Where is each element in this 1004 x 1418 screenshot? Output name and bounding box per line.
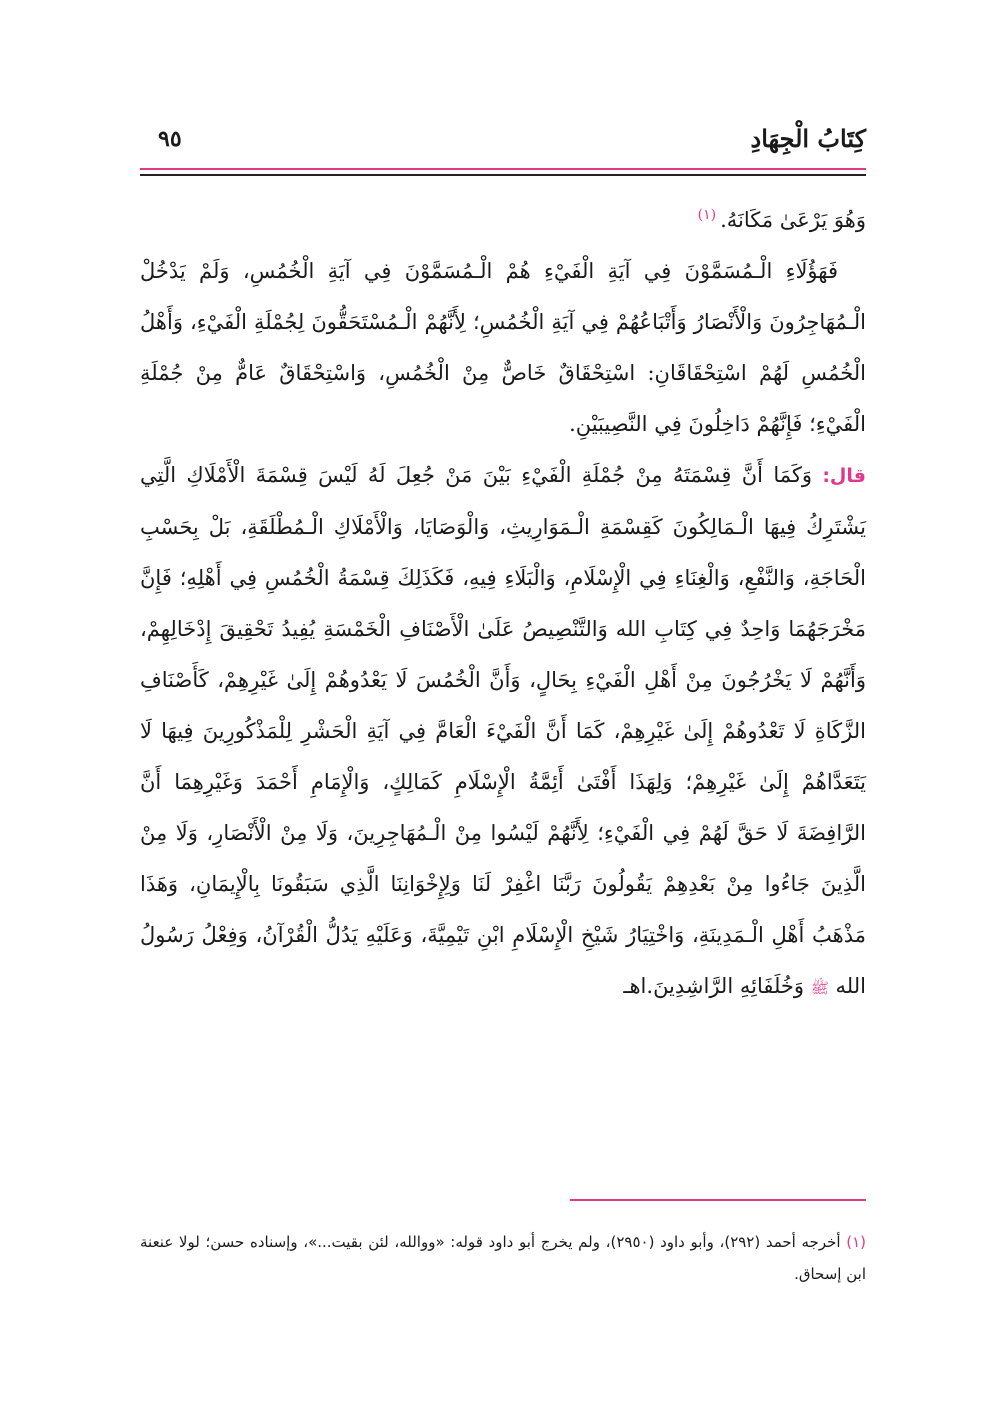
honorific-symbol: ﷺ [810,979,829,997]
paragraph-1-text: وَهُوَ يَرْعَىٰ مَكَانَهُ. [720,208,866,232]
paragraph-3-text: وَكَمَا أَنَّ قِسْمَتَهُ مِنْ جُمْلَةِ الْفَيْءِ بَيْنَ مَنْ جُعِلَ لَهُ لَيْسَ قِسْمَةَ الْأَمْلَاكِ الَّتِي يَشْتَرِكُ فِيهَا الْـمَالِكُونَ كَقِسْمَةِ الْـمَوَارِيثِ، وَالْوَصَايَا، وَالْأَمْلَاكِ الْـمُطْلَقَةِ، بَلْ بِحَسْبِ الْحَاجَةِ، وَالنَّفْعِ، وَالْغِنَاءِ فِي الْإِسْلَامِ، وَالْبَلَاءِ فِيهِ، فَكَذَلِكَ قِسْمَةُ الْخُمُسِ فِي أَهْلِهِ؛ فَإِنَّ مَخْرَجَهُمَا وَاحِدٌ فِي كِتَابِ الله وَالتَّنْصِيصُ عَلَىٰ الْأَصْنَافِ الْخَمْسَةِ يُفِيدُ تَحْقِيقَ إِدْخَالِهِمْ، وَأَنَّهُمْ لَا يَخْرُجُونَ مِنْ أَهْلِ الْفَيْءِ بِحَالٍ، وَأَنَّ الْخُمُسَ لَا يَعْدُوهُمْ إِلَىٰ غَيْرِهِمْ، كَأَصْنَافِ الزَّكَاةِ لَا تَعْدُوهُمْ إِلَىٰ غَيْرِهِمْ، كَمَا أَنَّ الْفَيْءَ الْعَامَّ فِي آيَةِ الْحَشْرِ لِلْمَذْكُورِينَ فِيهَا لَا يَتَعَدَّاهُمْ إِلَىٰ غَيْرِهِمْ؛ وَلِهَذَا أَفْتَىٰ أَئِمَّةُ الْإِسْلَامِ كَمَالِكٍ، وَالْإِمَامِ أَحْمَدَ وَغَيْرِهِمَا أَنَّ الرَّافِضَةَ لَا حَقَّ لَهُمْ فِي الْفَيْءِ؛ لِأَنَّهُمْ لَيْسُوا مِنْ الْـمُهَاجِرِينَ، وَلَا مِنْ الْأَنْصَارِ، وَلَا مِنْ الَّذِينَ جَاءُوا مِنْ بَعْدِهِمْ يَقُولُونَ رَبَّنَا اغْفِرْ لَنَا وَلِإِخْوَانِنَا الَّذِي سَبَقُونَا بِالْإِيمَانِ، وَهَذَا مَذْهَبُ أَهْلِ الْـمَدِينَةِ، وَاخْتِيَارُ شَيْخِ الْإِسْلَامِ ابْنِ تَيْمِيَّةَ، وَعَلَيْهِ يَدُلُّ الْقُرْآنُ، وَفِعْلُ رَسُولُ الله [140,463,866,998]
paragraph-2: فَهَؤُلَاءِ الْـمُسَمَّوْنَ فِي آيَةِ الْفَيْءِ هُمْ الْـمُسَمَّوْنَ فِي آيَةِ الْخُمُسِ، وَلَمْ يَدْخُلْ الْـمُهَاجِرُونَ وَالْأَنْصَارُ وَأَتْبَاعُهُمْ فِي آيَةِ الْخُمُسِ؛ لِأَنَّهُمْ الْـمُسْتَحَقُّونَ لِجُمْلَةِ الْفَيْءِ، وَأَهْلُ الْخُمُسِ لَهُمْ اسْتِحْقَاقَانِ: اسْتِحْقَاقٌ خَاصٌّ مِنْ الْخُمُسِ، وَاسْتِحْقَاقٌ عَامٌّ مِنْ جُمْلَةِ الْفَيْءِ؛ فَإِنَّهُمْ دَاخِلُونَ فِي النَّصِيبَيْنِ. [140,259,866,436]
speaker-label: قال: [822,465,866,487]
footnote-1 [140,1226,866,1290]
footnote-1-number: (١) [846,1233,866,1251]
running-title: كِتَابُ الْجِهَادِ [750,124,866,153]
page-number: ٩٥ [158,126,182,152]
paragraph-3-end: وَخُلَفَائِهِ الرَّاشِدِينَ.اهـ [623,974,805,998]
paragraph-1 [140,190,866,246]
paragraph-3 [140,450,866,1014]
main-text [140,190,866,1014]
header-rule-accent [140,168,866,170]
footnotes [140,1226,866,1290]
page-header [140,120,866,162]
footnote-separator [570,1199,866,1201]
footnote-ref-1[interactable]: (١) [697,207,717,223]
footnote-1-text: أخرجه أحمد (٢٩٢)، وأبو داود (٢٩٥٠)، ولم يخرج أبو داود قوله: «ووالله، لئن بقيت...»، وإسناده حسن؛ لولا عنعنة ابن إسحاق. [140,1233,866,1283]
header-rule-dark [140,174,866,176]
